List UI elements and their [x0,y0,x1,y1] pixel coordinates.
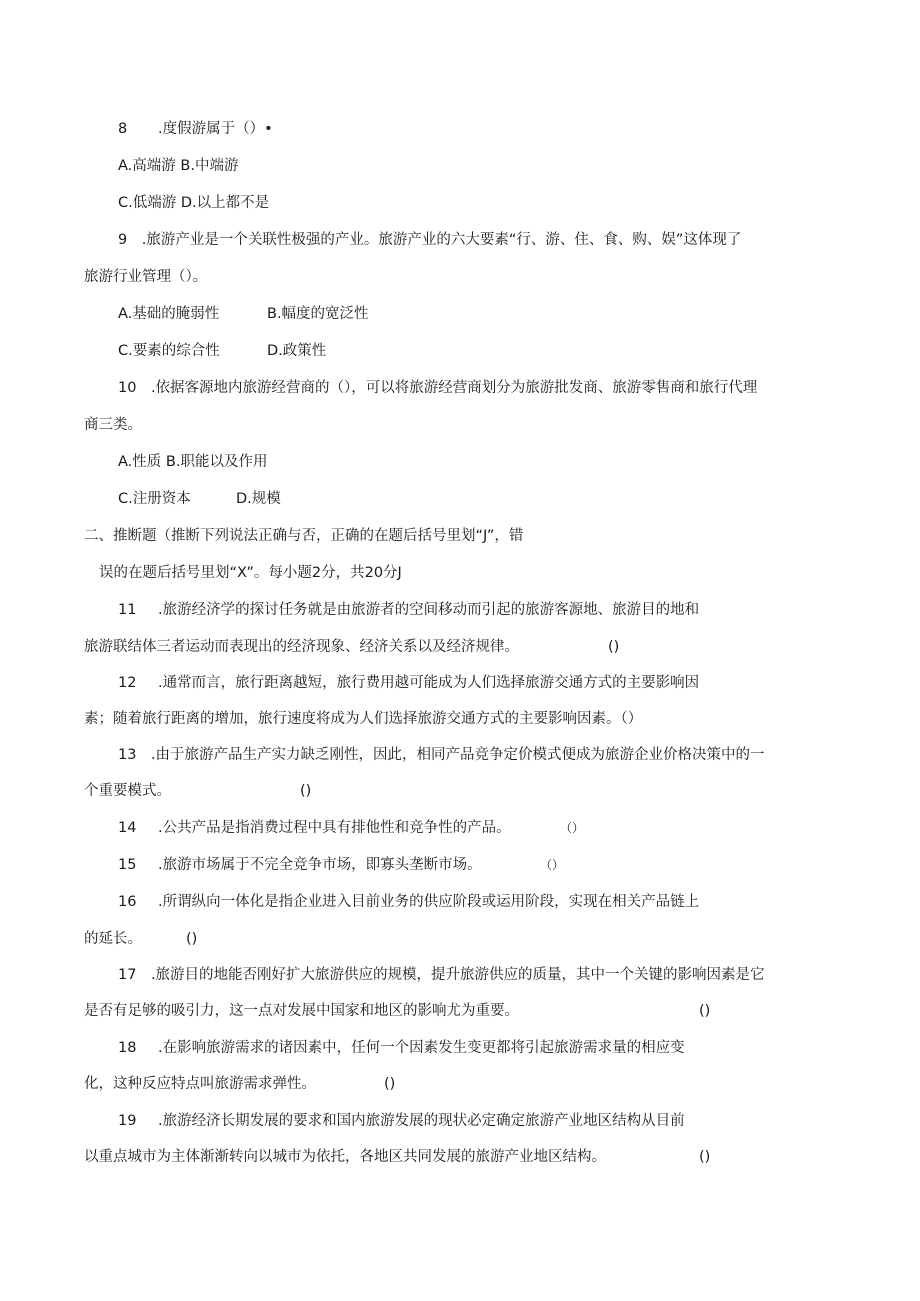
judgment-18-answer-bracket: () [384,1076,396,1092]
judgment-19-line1: 19 .旅游经济长期发展的要求和国内旅游发展的现状必定确定旅游产业地区结构从目前 [118,1113,685,1129]
judgment-11-answer-bracket: () [608,639,620,655]
question-10-option-d: D.规模 [236,491,281,507]
section-2-heading-line2: 误的在题后括号里划“X”。每小题2分，共20分J [99,565,402,581]
judgment-11-line1: 11 .旅游经济学的探讨任务就是由旅游者的空间移动而引起的旅游客源地、旅游目的地和 [118,602,700,618]
question-number: 15 [118,857,137,873]
section-2-heading-line1: 二、推断题（推断下列说法正确与否，正确的在题后括号里划“J”，错 [84,528,524,544]
judgment-14-line1: 14 .公共产品是指消费过程中具有排他性和竞争性的产品。 [118,820,511,836]
question-9-option-b: B.幅度的宽泛性 [267,306,369,322]
question-9-option-a: A.基础的腌弱性 [118,306,220,322]
judgment-15-line1: 15 .旅游市场属于不完全竞争市场，即寡头垄断市场。 [118,857,482,873]
judgment-11-line2: 旅游联结体三者运动而表现出的经济现象、经济关系以及经济规律。 [84,639,519,655]
judgment-13-line1: 13 .由于旅游产品生产实力缺乏刚性，因此，相同产品竞争定价模式便成为旅游企业价格决策中的一 [118,747,765,763]
question-10-stem-line2: 商三类。 [84,417,142,433]
question-8-options-ab: A.高端游 B.中端游 [118,158,239,174]
question-number: 16 [118,894,137,910]
judgment-18-line2: 化，这种反应特点叫旅游需求弹性。 [84,1076,316,1092]
question-number: 18 [118,1040,137,1056]
question-9-option-c: C.要素的综合性 [118,343,220,359]
judgment-14-answer-bracket: （） [560,821,585,835]
judgment-13-line2: 个重要模式。 [84,783,171,799]
judgment-19-line2: 以重点城市为主体渐渐转向以城市为依托，各地区共同发展的旅游产业地区结构。 [84,1149,606,1165]
judgment-18-line1: 18 .在影响旅游需求的诸因素中，任何一个因素发生变更都将引起旅游需求量的相应变 [118,1040,685,1056]
judgment-12-line1: 12 .通常而言，旅行距离越短，旅行费用越可能成为人们选择旅游交通方式的主要影响因 [118,675,700,691]
judgment-17-answer-bracket: () [699,1003,711,1019]
judgment-15-answer-bracket: （） [540,858,565,872]
question-number: 14 [118,820,137,836]
question-10-options-ab: A.性质 B.职能以及作用 [118,454,268,470]
question-9-stem-line2: 旅游行业管理（）。 [84,269,208,285]
question-number: 8 [118,121,128,137]
question-number: 11 [118,602,137,618]
question-number: 19 [118,1113,137,1129]
judgment-19-answer-bracket: () [699,1149,711,1165]
judgment-12-line2: 素；随着旅行距离的增加，旅行速度将成为人们选择旅游交通方式的主要影响因素。（） [84,711,643,727]
judgment-16-answer-bracket: () [186,931,198,947]
question-9-option-d: D.政策性 [267,343,327,359]
judgment-16-line1: 16 .所谓纵向一体化是指企业进入目前业务的供应阶段或运用阶段，实现在相关产品链上 [118,894,700,910]
question-10-option-c: C.注册资本 [118,491,191,507]
question-number: 12 [118,675,137,691]
question-10-stem-line1: 10 .依据客源地内旅游经营商的（），可以将旅游经营商划分为旅游批发商、旅游零售商和旅行代理 [118,380,758,396]
question-8-options-cd: C.低端游 D.以上都不是 [118,195,270,211]
judgment-17-line1: 17 .旅游目的地能否刚好扩大旅游供应的规模，提升旅游供应的质量，其中一个关键的影响因素是它 [118,967,765,983]
question-9-stem-line1: 9 .旅游产业是一个关联性极强的产业。旅游产业的六大要素“行、游、住、食、购、娱”这体现了 [118,232,742,248]
judgment-13-answer-bracket: () [300,783,312,799]
question-8-stem: 8 .度假游属于（）• [118,121,273,137]
judgment-16-line2: 的延长。 [84,931,142,947]
judgment-17-line2: 是否有足够的吸引力，这一点对发展中国家和地区的影响尤为重要。 [84,1003,519,1019]
